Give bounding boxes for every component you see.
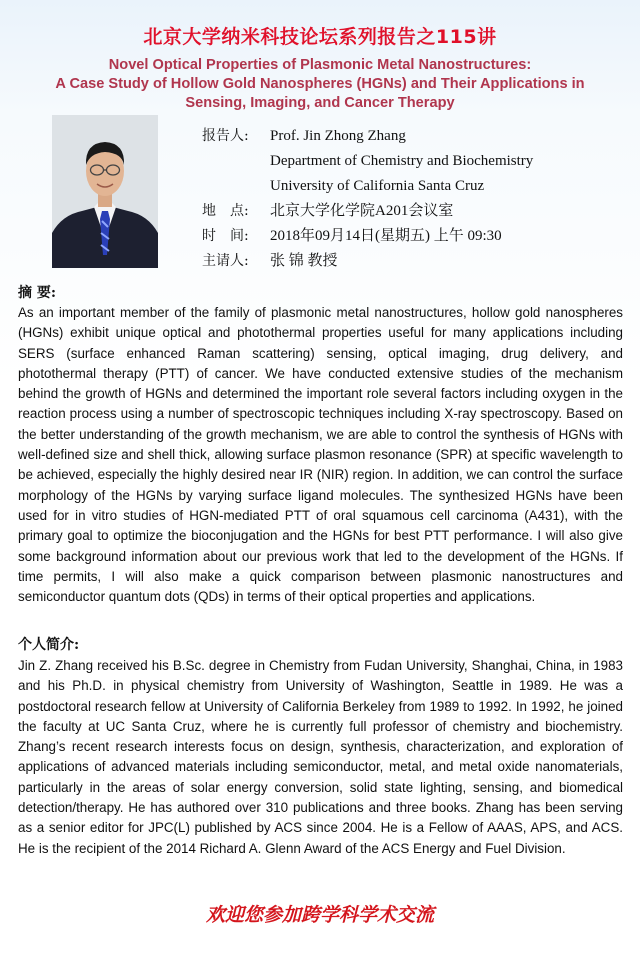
speaker-name: Prof. Jin Zhong Zhang xyxy=(270,128,406,144)
talk-title-line: Novel Optical Properties of Plasmonic Metal Nanostructures: xyxy=(108,57,532,73)
time-label: 时 间: xyxy=(202,228,249,244)
abstract-text: As an important member of the family of plasmonic metal nanostructures, hollow gold nanospheres (HGNs) exhibit unique optical and photothermal properties useful for many applications including SERS (surface enhanced Raman scattering) sensing, optical imaging, drug delivery, and photothermal therapy (PTT) of cancer. We have conducted extensive studies of the mechanism behind the growth of HGNs and determined the important role several factors including oxygen in the reaction process using a number of spectroscopic techniques including X-ray spectroscopy. Based on the better understanding of the growth mechanism, we are able to control the synthesis of HGNs with well-defined size and shell thick, allowing surface plasmon resonance (SPR) at specific wavelength to be achieved, especially the highly desired near IR (NIR) region. In addition, we can control the surface morphology of the HGNs by varying surface ligand molecules. The synthesized HGNs have been used for in vitro studies of HGN-mediated PTT of oral squamous cell carcinoma (A431), with the primary goal to optimize the bioconjugation and the HGNs for best PTT performance. I will also give some background information about our previous work that led to the development of the HGNs. If time permits, I will also make a quick comparison between plasmonic nanostructures and semiconductor quantum dots (QDs) in terms of their optical properties and applications. xyxy=(18,305,623,605)
university-row xyxy=(202,174,622,199)
speaker-row xyxy=(202,124,622,149)
speaker-photo xyxy=(52,115,158,268)
welcome-message: 欢迎您参加跨学科学术交流 xyxy=(205,904,434,926)
talk-info xyxy=(202,124,622,274)
talk-title-line: A Case Study of Hollow Gold Nanospheres (HGNs) and Their Applications in xyxy=(55,76,585,92)
series-title: 北京大学纳米科技论坛系列报告之115讲 xyxy=(143,26,497,48)
speaker-portrait xyxy=(52,115,158,268)
host-value: 张 锦 教授 xyxy=(270,253,338,269)
speaker-label: 报告人: xyxy=(202,128,249,144)
bio-heading: 个人简介: xyxy=(18,637,80,653)
talk-title xyxy=(20,56,620,113)
department-row xyxy=(202,149,622,174)
abstract-heading: 摘 要: xyxy=(18,285,57,301)
host-row xyxy=(202,249,622,274)
location-row xyxy=(202,199,622,224)
host-label: 主请人: xyxy=(202,253,249,269)
bio-text: Jin Z. Zhang received his B.Sc. degree in Chemistry from Fudan University, Shanghai, China, in 1983 and his Ph.D. in physical chemistry from University of Washington, Seattle in 1989. He was a postdoctoral research fellow at University of California Berkeley from 1989 to 1992. In 1992, he joined the faculty at UC Santa Cruz, where he is currently full professor of chemistry and biochemistry. Zhang’s recent research interests focus on design, synthesis, characterization, and exploration of applications of advanced materials including semiconductor, metal, and metal oxide nanomaterials, particularly in the areas of solar energy conversion, solid state lighting, sensing, and biomedical detection/therapy. He has authored over 310 publications and three books. Zhang has been serving as a senior editor for JPC(L) published by ACS since 2004. He is a Fellow of AAAS, APS, and ACS. He is the recipient of the 2014 Richard A. Glenn Award of the ACS Energy and Fuel Division. xyxy=(18,658,623,856)
speaker-department: Department of Chemistry and Biochemistry xyxy=(270,153,534,169)
location-value: 北京大学化学院A201会议室 xyxy=(270,203,454,219)
time-row xyxy=(202,224,622,249)
talk-title-line: Sensing, Imaging, and Cancer Therapy xyxy=(185,95,455,111)
location-label: 地 点: xyxy=(202,203,249,219)
time-value: 2018年09月14日(星期五) 上午 09:30 xyxy=(270,228,502,244)
speaker-university: University of California Santa Cruz xyxy=(270,178,485,194)
